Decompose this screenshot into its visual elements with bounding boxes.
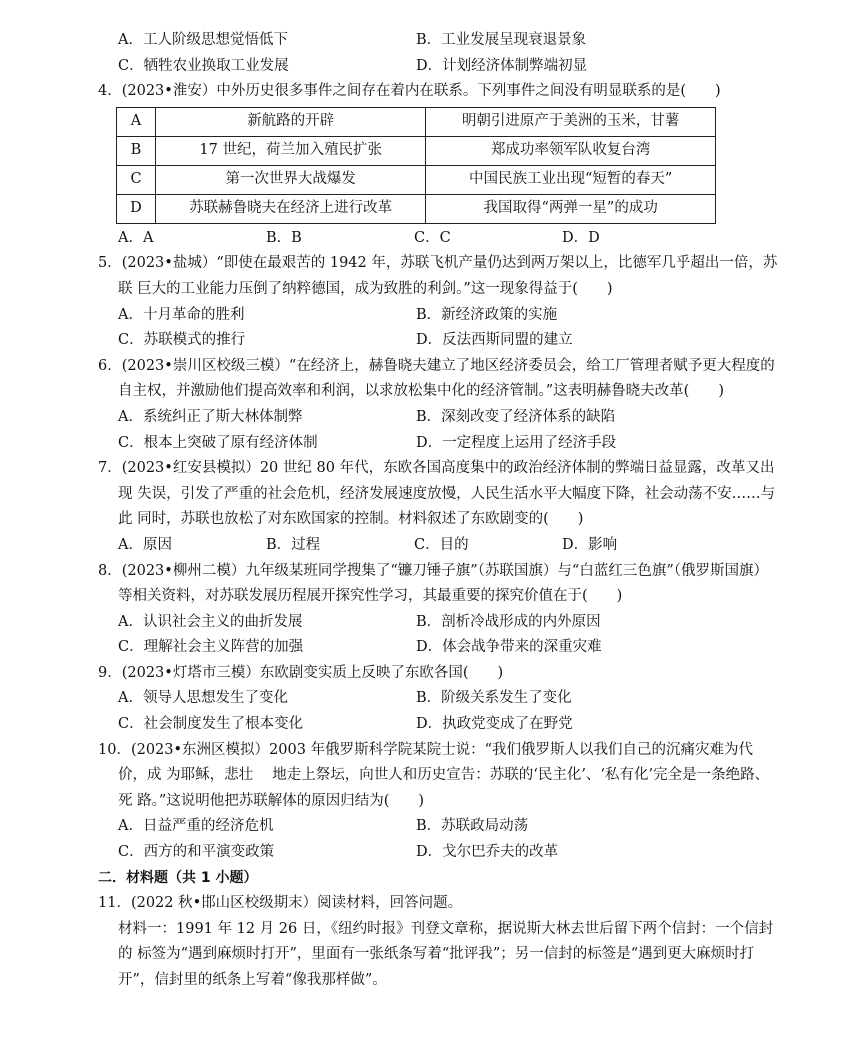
option-a: A．工人阶级思想觉悟低下 — [118, 32, 288, 48]
option-a: A．领导人思想发生了变化 — [118, 690, 288, 707]
table-cell: D — [117, 194, 156, 223]
option-a: A．原因 — [118, 536, 172, 553]
events-table — [116, 107, 716, 224]
question-3-options — [98, 28, 778, 79]
option-d: D．体会战争带来的深重灾难 — [416, 639, 602, 656]
option-a: A．十月革命的胜利 — [118, 306, 245, 323]
section-heading: 二．材料题（共 1 小题） — [98, 869, 258, 886]
exam-page — [98, 28, 778, 994]
table-row — [117, 165, 716, 194]
material-text: 材料一：1991 年 12 月 26 日，《纽约时报》刊登文章称，据说斯大林去世后留下两个信封：一个信封的 标签为“遇到麻烦时打开”，里面有一张纸条写着“批评我”；另一信封的标签是“遇到更大麻烦时打 开”，信封里的纸条上写着“像我那样做”。 — [118, 920, 774, 988]
table-cell: 郑成功率领军队收复台湾 — [426, 136, 716, 165]
option-c: C．社会制度发生了根本变化 — [118, 716, 304, 733]
option-d: D．D — [562, 229, 600, 246]
option-c: C．苏联模式的推行 — [118, 332, 246, 349]
table-cell: A — [117, 107, 156, 136]
question-4 — [98, 79, 778, 251]
option-d: D．计划经济体制弊端初显 — [416, 57, 588, 74]
option-a: A．认识社会主义的曲折发展 — [118, 613, 303, 630]
table-cell: 明朝引进原产于美洲的玉米，甘薯 — [426, 107, 716, 136]
option-d: D．一定程度上运用了经济手段 — [416, 434, 617, 451]
option-b: B．B — [266, 229, 302, 246]
option-d: D．反法西斯同盟的建立 — [416, 332, 573, 349]
question-stem: 6．(2023•崇川区校级三模）“在经济上，赫鲁晓夫建立了地区经济委员会，给工厂管理者赋予更大程度的 自主权，并激励他们提高效率和利润，以求放松集中化的经济管制。”这表明赫鲁晓夫改革( ) — [98, 357, 775, 400]
option-b: B．阶级关系发生了变化 — [416, 690, 572, 707]
question-stem: 8．(2023•柳州二模）九年级某班同学搜集了“镰刀锤子旗”（苏联国旗）与“白蓝红三色旗”（俄罗斯国旗） 等相关资料，对苏联发展历程展开探究性学习，其最重要的探究价值在于( ) — [98, 562, 768, 605]
option-d: D．影响 — [562, 536, 618, 553]
question-stem: 9．(2023•灯塔市三模）东欧剧变实质上反映了东欧各国( ) — [98, 664, 504, 681]
option-c: C．根本上突破了原有经济体制 — [118, 434, 318, 451]
question-stem: 10．(2023•东洲区模拟）2003 年俄罗斯科学院某院士说：“我们俄罗斯人以我们自己的沉痛灾难为代价，成 为耶稣，悲壮 地走上祭坛，向世人和历史宣告：苏联的‘民主化’、‘私有化’完全是一条绝路、死 路。”这说明他把苏联解体的原因归结为( ) — [98, 741, 770, 809]
table-cell: 17 世纪，荷兰加入殖民扩张 — [156, 136, 426, 165]
option-b: B．苏联政局动荡 — [416, 818, 529, 835]
option-b: B．新经济政策的实施 — [416, 306, 558, 323]
table-cell: 苏联赫鲁晓夫在经济上进行改革 — [156, 194, 426, 223]
table-cell: C — [117, 165, 156, 194]
option-b: B．工业发展呈现衰退景象 — [416, 32, 587, 48]
question-stem: 5．(2023•盐城）“即使在最艰苦的 1942 年，苏联飞机产量仍达到两万架以上，比德军几乎超出一倍，苏联 巨大的工业能力压倒了纳粹德国，成为致胜的利剑。”这一现象得益于( ) — [98, 255, 778, 297]
question-7 — [98, 456, 778, 558]
option-d: D．戈尔巴乔夫的改革 — [416, 844, 559, 861]
option-a: A．A — [118, 229, 154, 246]
table-cell: 我国取得“两弹一星”的成功 — [426, 194, 716, 223]
table-row — [117, 107, 716, 136]
question-stem: 11．(2022 秋•邯山区校级期末）阅读材料，回答问题。 — [98, 895, 463, 912]
option-c: C．C — [414, 229, 451, 246]
option-c: C．目的 — [414, 536, 469, 553]
option-b: B．深刻改变了经济体系的缺陷 — [416, 408, 616, 425]
option-a: A．系统纠正了斯大林体制弊 — [118, 408, 303, 425]
question-stem: 4．(2023•淮安）中外历史很多事件之间存在着内在联系。下列事件之间没有明显联系的是( ) — [98, 83, 721, 100]
table-cell: 新航路的开辟 — [156, 107, 426, 136]
question-9 — [98, 661, 778, 738]
table-row — [117, 194, 716, 223]
option-a: A．日益严重的经济危机 — [118, 818, 274, 835]
table-cell: 中国民族工业出现“短暂的春天” — [426, 165, 716, 194]
question-5 — [98, 251, 778, 353]
question-8 — [98, 559, 778, 661]
option-d: D．执政党变成了在野党 — [416, 716, 573, 733]
question-11 — [98, 891, 778, 993]
question-stem: 7．(2023•红安县模拟）20 世纪 80 年代，东欧各国高度集中的政治经济体制的弊端日益显露，改革又出现 失误，引发了严重的社会危机，经济发展速度放慢，人民生活水平大幅度下降，社会动荡不安……与此 同时，苏联也放松了对东欧国家的控制。材料叙述了东欧剧变的( ) — [98, 460, 776, 528]
option-b: B．剖析冷战形成的内外原因 — [416, 613, 601, 630]
table-cell: 第一次世界大战爆发 — [156, 165, 426, 194]
question-6 — [98, 354, 778, 456]
option-c: C．理解社会主义阵营的加强 — [118, 639, 304, 656]
table-cell: B — [117, 136, 156, 165]
question-10 — [98, 738, 778, 866]
table-row — [117, 136, 716, 165]
option-b: B．过程 — [266, 536, 321, 553]
option-c: C．西方的和平演变政策 — [118, 844, 275, 861]
option-c: C．牺牲农业换取工业发展 — [118, 57, 289, 74]
